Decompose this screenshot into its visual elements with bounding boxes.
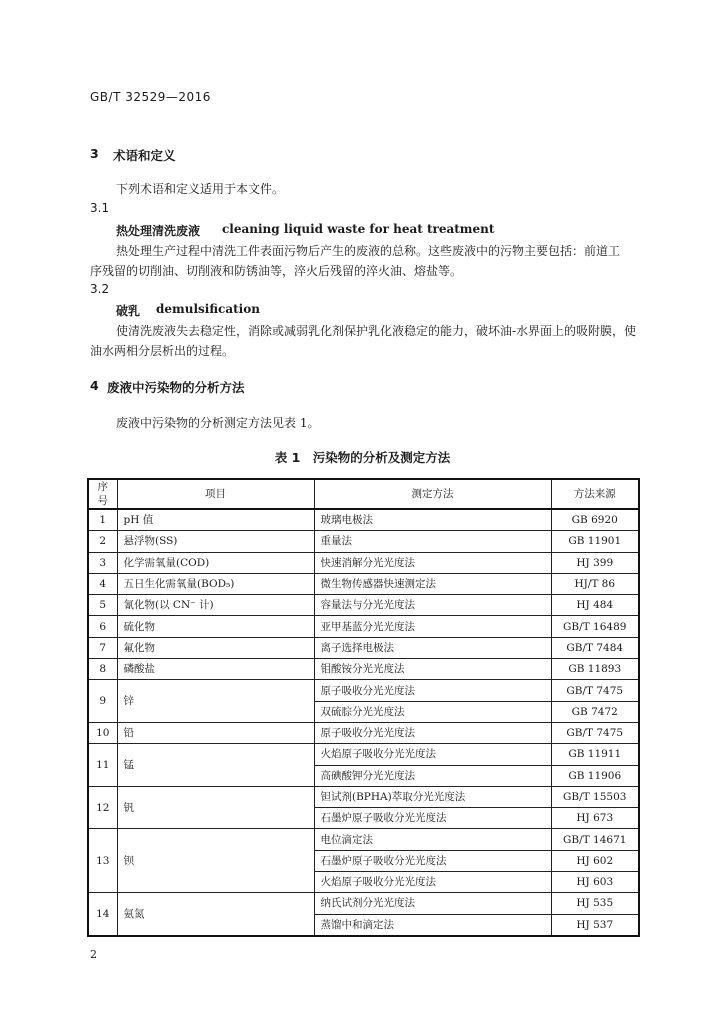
cell-source: GB 7472: [551, 701, 639, 722]
term-3-2-chinese: 破乳: [116, 304, 141, 318]
cell-serial-number: 2: [88, 531, 117, 552]
cell-item: 氰化物(以 CN⁻ 计): [117, 595, 314, 616]
cell-method: 原子吸收分光光度法: [314, 680, 551, 701]
cell-method: 电位滴定法: [314, 829, 551, 850]
cell-serial-number: 12: [88, 786, 117, 829]
section-4-number: 4: [90, 378, 99, 393]
cell-source: HJ 602: [551, 850, 639, 871]
table-row: [88, 595, 639, 616]
cell-source: GB 11911: [551, 744, 639, 765]
section-4-intro: 废液中污染物的分析测定方法见表 1。: [116, 416, 320, 430]
cell-method: 微生物传感器快速测定法: [314, 573, 551, 594]
cell-method: 双硫腙分光光度法: [314, 701, 551, 722]
cell-item: 硫化物: [117, 616, 314, 637]
header-method: 测定方法: [314, 479, 551, 509]
page-number: 2: [90, 948, 97, 961]
cell-method: 原子吸收分光光度法: [314, 722, 551, 743]
table-row: [88, 893, 639, 914]
cell-source: HJ/T 86: [551, 573, 639, 594]
table-row: [88, 786, 639, 807]
cell-source: GB 11901: [551, 531, 639, 552]
section-3-title: 术语和定义: [113, 148, 176, 163]
section-3-intro: 下列术语和定义适用于本文件。: [116, 182, 285, 196]
cell-item: 锰: [117, 744, 314, 787]
table-row: [88, 531, 639, 552]
term-3-1-chinese: 热处理清洗废液: [116, 224, 201, 238]
term-3-1-english: cleaning liquid waste for heat treatment: [222, 222, 495, 236]
table-row: [88, 616, 639, 637]
term-3-1-definition-line1: 热处理生产过程中清洗工件表面污物后产生的废液的总称。这些废液中的污物主要包括：前道工: [116, 244, 621, 258]
cell-method: 蒸馏中和滴定法: [314, 914, 551, 936]
cell-serial-number: 7: [88, 637, 117, 658]
cell-source: GB/T 7484: [551, 637, 639, 658]
cell-source: GB 11893: [551, 659, 639, 680]
table-row: [88, 659, 639, 680]
cell-source: GB 11906: [551, 765, 639, 786]
table-row: [88, 744, 639, 765]
cell-serial-number: 6: [88, 616, 117, 637]
cell-serial-number: 1: [88, 509, 117, 531]
section-3-number: 3: [90, 146, 99, 161]
cell-serial-number: 8: [88, 659, 117, 680]
cell-method: 火焰原子吸收分光光度法: [314, 744, 551, 765]
cell-source: HJ 673: [551, 808, 639, 829]
cell-source: GB/T 7475: [551, 680, 639, 701]
cell-method: 纳氏试剂分光光度法: [314, 893, 551, 914]
standard-number-header: GB/T 32529—2016: [90, 90, 211, 104]
cell-item: 锌: [117, 680, 314, 723]
cell-item: 五日生化需氧量(BOD₅): [117, 573, 314, 594]
cell-item: 化学需氧量(COD): [117, 552, 314, 573]
cell-item: 氨氮: [117, 893, 314, 936]
cell-serial-number: 13: [88, 829, 117, 893]
cell-method: 容量法与分光光度法: [314, 595, 551, 616]
cell-method: 快速消解分光光度法: [314, 552, 551, 573]
cell-item: 悬浮物(SS): [117, 531, 314, 552]
cell-serial-number: 3: [88, 552, 117, 573]
cell-item: 铅: [117, 722, 314, 743]
cell-method: 石墨炉原子吸收分光光度法: [314, 808, 551, 829]
term-3-2-definition-line1: 使清洗废液失去稳定性，消除或减弱乳化剂保护乳化液稳定的能力，破坏油-水界面上的吸附膜，使: [116, 324, 637, 338]
cell-method: 重量法: [314, 531, 551, 552]
cell-method: 离子选择电极法: [314, 637, 551, 658]
term-3-2-definition-line2: 油水两相分层析出的过程。: [90, 344, 235, 358]
cell-method: 高碘酸钾分光光度法: [314, 765, 551, 786]
table-row: [88, 680, 639, 701]
cell-source: GB/T 15503: [551, 786, 639, 807]
cell-source: HJ 484: [551, 595, 639, 616]
header-item: 项目: [117, 479, 314, 509]
table-row: [88, 573, 639, 594]
pollutant-methods-table: [87, 478, 640, 937]
cell-source: GB 6920: [551, 509, 639, 531]
cell-source: GB/T 16489: [551, 616, 639, 637]
cell-item: 钡: [117, 829, 314, 893]
cell-method: 玻璃电极法: [314, 509, 551, 531]
cell-method: 钽试剂(BPHA)萃取分光光度法: [314, 786, 551, 807]
table-row: [88, 509, 639, 531]
table-header-row: [88, 479, 639, 509]
table-row: [88, 552, 639, 573]
cell-method: 钼酸铵分光光度法: [314, 659, 551, 680]
table-caption: 表 1 污染物的分析及测定方法: [274, 450, 451, 465]
cell-serial-number: 11: [88, 744, 117, 787]
cell-source: HJ 535: [551, 893, 639, 914]
cell-source: HJ 537: [551, 914, 639, 936]
cell-method: 亚甲基蓝分光光度法: [314, 616, 551, 637]
header-serial-number: 序号: [88, 479, 117, 509]
term-3-2-number: 3.2: [90, 282, 110, 296]
table-row: [88, 829, 639, 850]
cell-method: 石墨炉原子吸收分光光度法: [314, 850, 551, 871]
table-body: [88, 509, 639, 936]
term-3-1-number: 3.1: [90, 201, 110, 215]
cell-source: GB/T 7475: [551, 722, 639, 743]
cell-serial-number: 5: [88, 595, 117, 616]
header-source: 方法来源: [551, 479, 639, 509]
term-3-2-english: demulsification: [156, 302, 260, 316]
term-3-1-definition-line2: 序残留的切削油、切削液和防锈油等，淬火后残留的淬火油、熔盐等。: [90, 264, 463, 278]
cell-source: HJ 399: [551, 552, 639, 573]
cell-item: pH 值: [117, 509, 314, 531]
section-4-title: 废液中污染物的分析方法: [107, 380, 245, 395]
table-row: [88, 637, 639, 658]
cell-serial-number: 14: [88, 893, 117, 936]
cell-method: 火焰原子吸收分光光度法: [314, 872, 551, 893]
cell-item: 氟化物: [117, 637, 314, 658]
cell-serial-number: 10: [88, 722, 117, 743]
cell-source: GB/T 14671: [551, 829, 639, 850]
cell-source: HJ 603: [551, 872, 639, 893]
cell-item: 钒: [117, 786, 314, 829]
cell-item: 磷酸盐: [117, 659, 314, 680]
cell-serial-number: 4: [88, 573, 117, 594]
table-row: [88, 722, 639, 743]
cell-serial-number: 9: [88, 680, 117, 723]
